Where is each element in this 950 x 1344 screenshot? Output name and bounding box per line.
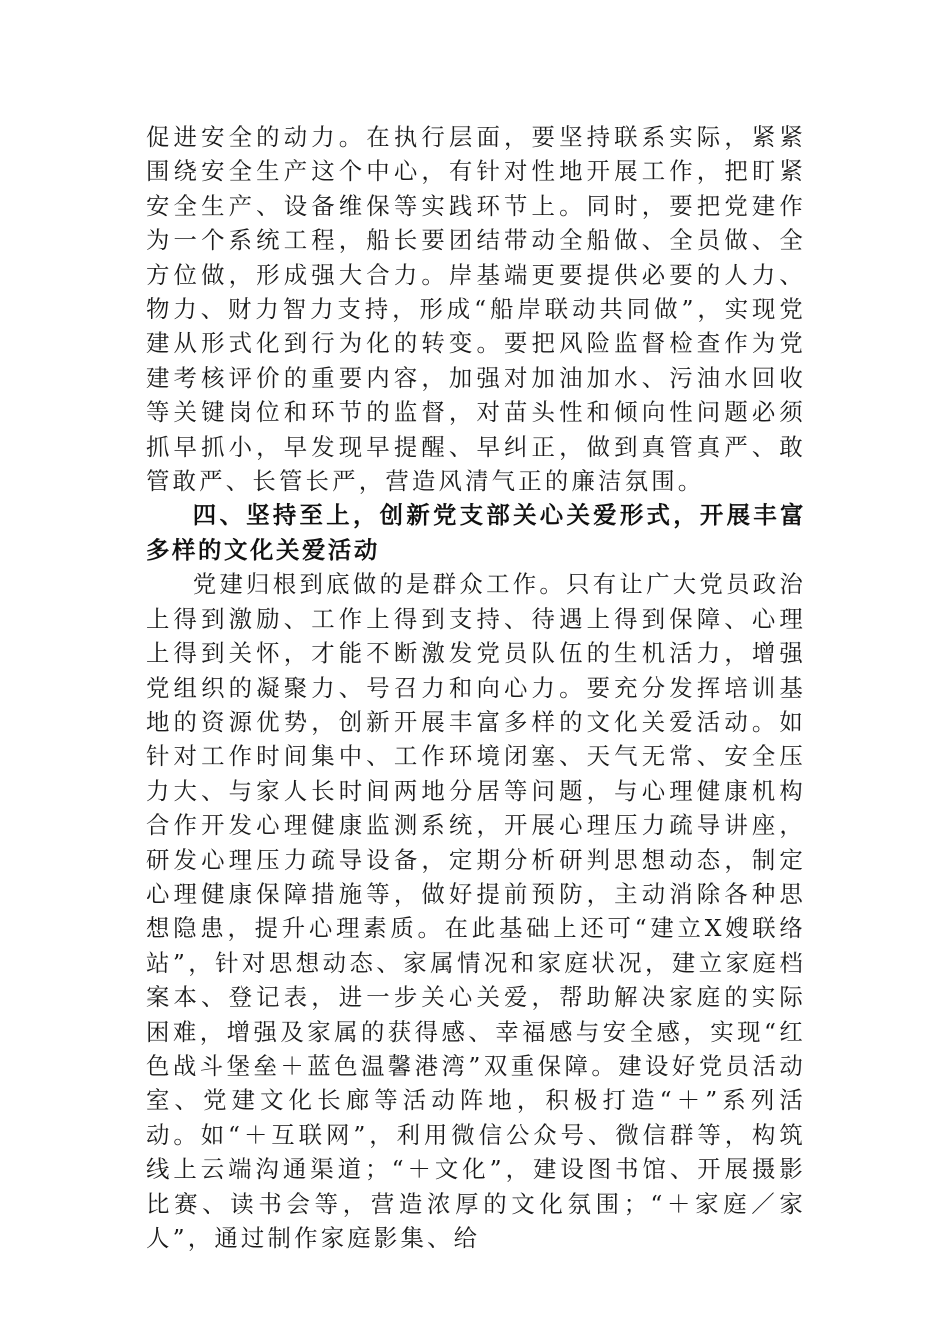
paragraph-party-building: 党建归根到底做的是群众工作。只有让广大党员政治上得到激励、工作上得到支持、待遇上得到保障、心理上得到关怀，才能不断激发党员队伍的生机活力，增强党组织的凝聚力、号召力和向心力。要充分发挥培训基地的资源优势，创新开展丰富多样的文化关爱活动。如针对工作时间集中、工作环境闭塞、天气无常、安全压力大、与家人长时间两地分居等问题，与心理健康机构合作开发心理健康监测系统，开展心理压力疏导讲座，研发心理压力疏导设备，定期分析研判思想动态，制定心理健康保障措施等，做好提前预防，主动消除各种思想隐患，提升心理素质。在此基础上还可“建立X嫂联络站”，针对思想动态、家属情况和家庭状况，建立家庭档案本、登记表，进一步关心关爱，帮助解决家庭的实际困难，增强及家属的获得感、幸福感与安全感，实现“红色战斗堡垒＋蓝色温馨港湾”双重保障。建设好党员活动室、党建文化长廊等活动阵地，积极打造“＋”系列活动。如“＋互联网”，利用微信公众号、微信群等，构筑线上云端沟通渠道；“＋文化”，建设图书馆、开展摄影比赛、读书会等，营造浓厚的文化氛围；“＋家庭／家人”，通过制作家庭影集、给 xyxy=(146,570,806,1252)
section-heading: 四、坚持至上，创新党支部关心关爱形式，开展丰富多样的文化关爱活动 xyxy=(146,501,806,564)
body-text xyxy=(146,120,806,1255)
paragraph-continued: 促进安全的动力。在执行层面，要坚持联系实际，紧紧围绕安全生产这个中心，有针对性地开展工作，把盯紧安全生产、设备维保等实践环节上。同时，要把党建作为一个系统工程，船长要团结带动全船做、全员做、全方位做，形成强大合力。岸基端更要提供必要的人力、物力、财力智力支持，形成“船岸联动共同做”，实现党建从形式化到行为化的转变。要把风险监督检查作为党建考核评价的重要内容，加强对加油加水、污油水回收等关键岗位和环节的监督，对苗头性和倾向性问题必须抓早抓小，早发现早提醒、早纠正，做到真管真严、敢管敢严、长管长严，营造风清气正的廉洁氛围。 xyxy=(146,123,806,496)
